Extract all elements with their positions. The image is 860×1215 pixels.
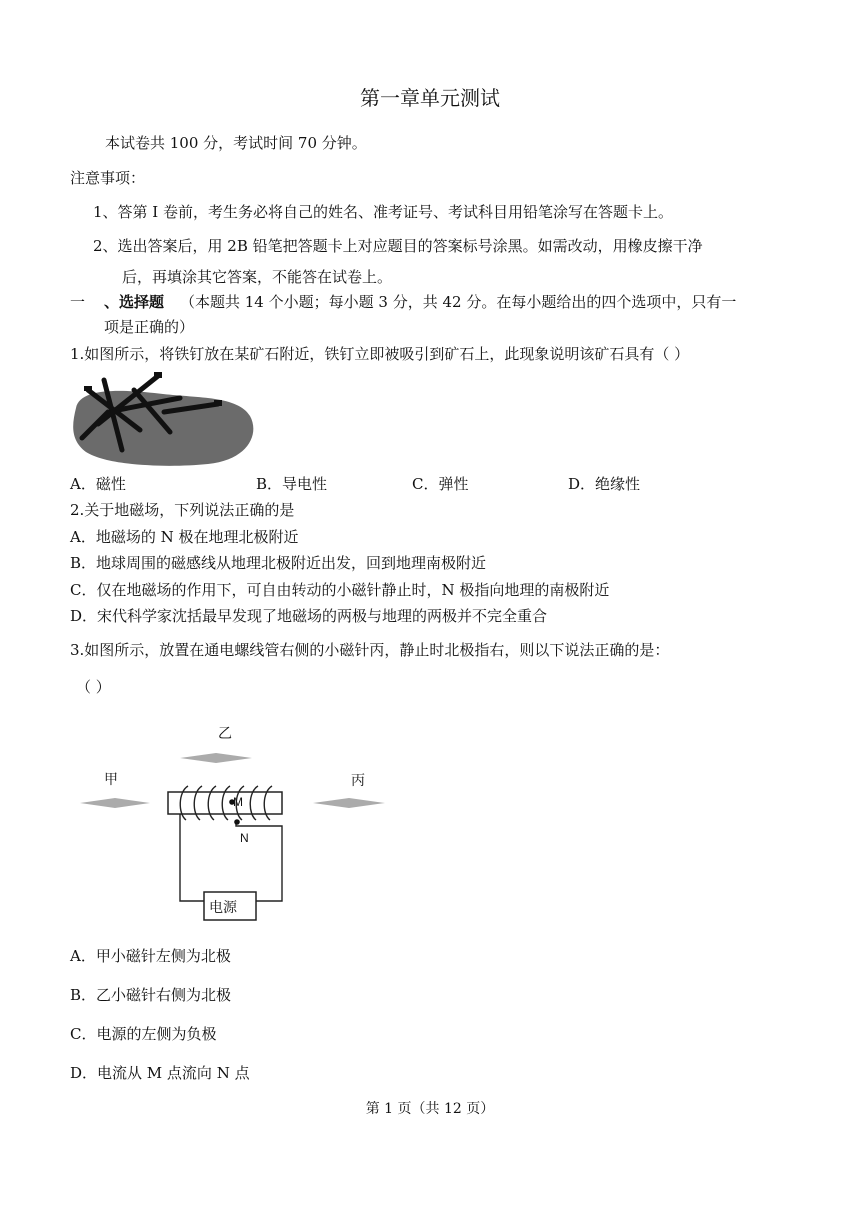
label-yi: 乙: [218, 726, 232, 742]
q2-option-c: C．仅在地磁场的作用下，可自由转动的小磁针静止时，N 极指向地理的南极附近: [70, 581, 610, 599]
point-n: [234, 819, 240, 825]
q3-answer-blank: （ ）: [76, 678, 111, 696]
needle-jia: [80, 798, 150, 808]
label-power: 电源: [209, 900, 237, 916]
ore-with-nails-figure: [68, 368, 258, 468]
q2-option-d: D．宋代科学家沈括最早发现了地磁场的两极与地理的两极并不完全重合: [70, 607, 548, 625]
section-number: 一: [70, 293, 86, 311]
needle-yi: [180, 753, 252, 763]
notes-heading: 注意事项：: [70, 169, 146, 187]
q1-option-a: A．磁性: [70, 475, 126, 493]
label-m: M: [233, 795, 243, 809]
needle-bing: [313, 798, 385, 808]
section-desc-1: （本题共 14 个小题；每小题 3 分，共 42 分。在每小题给出的四个选项中，只有一: [180, 293, 737, 311]
label-bing: 丙: [351, 773, 365, 789]
q1-option-c: C．弹性: [412, 475, 469, 493]
q1-option-b: B．导电性: [256, 475, 328, 493]
q1-stem: 1.如图所示，将铁钉放在某矿石附近，铁钉立即被吸引到矿石上，此现象说明该矿石具有（ ）: [70, 345, 690, 363]
q2-option-b: B．地球周围的磁感线从地理北极附近出发，回到地理南极附近: [70, 554, 487, 572]
section-name: 、选择题: [104, 293, 165, 311]
intro-text: 本试卷共 100 分，考试时间 70 分钟。: [105, 134, 367, 152]
page-title: 第一章单元测试: [360, 86, 500, 110]
q3-option-a: A．甲小磁针左侧为北极: [70, 947, 231, 965]
q3-option-b: B．乙小磁针右侧为北极: [70, 986, 232, 1004]
q3-stem: 3.如图所示，放置在通电螺线管右侧的小磁针丙，静止时北极指右，则以下说法正确的是：: [70, 641, 670, 659]
q1-option-d: D．绝缘性: [568, 475, 641, 493]
q2-stem: 2.关于地磁场，下列说法正确的是: [70, 501, 295, 519]
note-item-2: 2、选出答案后，用 2B 铅笔把答题卡上对应题目的答案标号涂黑。如需改动，用橡皮擦干净: [93, 237, 703, 255]
note-item-1: 1、答第 I 卷前，考生务必将自己的姓名、准考证号、考试科目用铅笔涂写在答题卡上。: [93, 203, 674, 221]
page-footer: 第 1 页（共 12 页）: [365, 1101, 495, 1117]
q2-option-a: A．地磁场的 N 极在地理北极附近: [70, 528, 299, 546]
q3-option-d: D．电流从 M 点流向 N 点: [70, 1064, 250, 1082]
q3-option-c: C．电源的左侧为负极: [70, 1025, 217, 1043]
label-jia: 甲: [104, 772, 118, 788]
label-n: N: [240, 831, 249, 845]
note-item-2-cont: 后，再填涂其它答案，不能答在试卷上。: [122, 268, 393, 286]
section-desc-2: 项是正确的）: [104, 318, 195, 336]
